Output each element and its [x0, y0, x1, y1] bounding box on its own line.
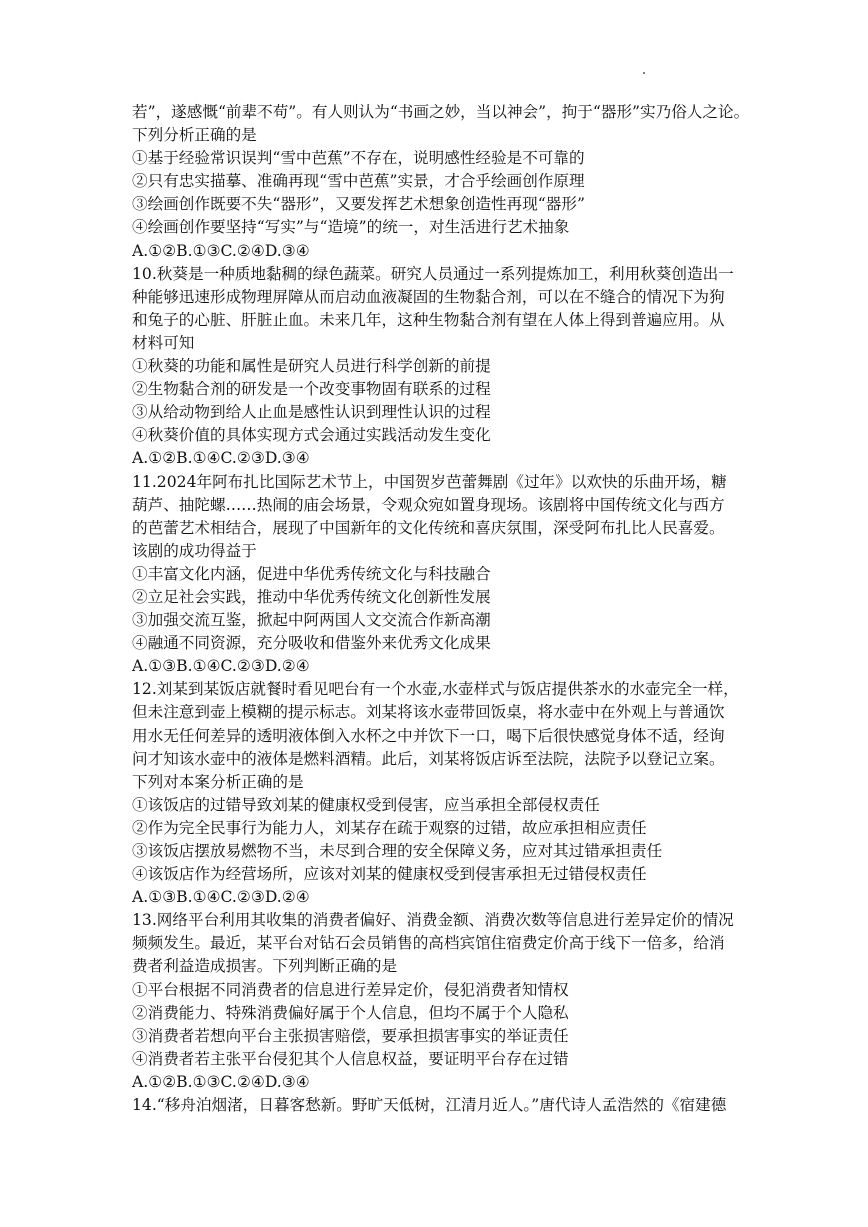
option-line: ②立足社会实践，推动中华优秀传统文化创新性发展	[132, 587, 491, 606]
question-text-line: 11.2024年阿布扎比国际艺术节上，中国贺岁芭蕾舞剧《过年》以欢快的乐曲开场，糖	[132, 472, 727, 491]
option-line: ②作为完全民事行为能力人，刘某存在疏于观察的过错，故应承担相应责任	[132, 818, 647, 837]
option-line: ②生物黏合剂的研发是一个改变事物固有联系的过程	[132, 380, 491, 399]
option-line: ④该饭店作为经营场所，应该对刘某的健康权受到侵害承担无过错侵权责任	[132, 865, 647, 884]
question-text-line: 下列对本案分析正确的是	[132, 772, 304, 791]
answer-choices: A.①②B.①④C.②③D.③④	[132, 449, 310, 468]
answer-choices: A.①②B.①③C.②④D.③④	[132, 1072, 310, 1091]
question-text-line: 频频发生。最近，某平台对钻石会员销售的高档宾馆住宿费定价高于线下一倍多，给消	[132, 934, 725, 953]
option-line: ①基于经验常识误判“雪中芭蕉”不存在，说明感性经验是不可靠的	[132, 149, 585, 168]
question-11	[132, 471, 754, 679]
answer-choices: A.①③B.①④C.②③D.②④	[132, 888, 310, 907]
question-text-line: 材料可知	[132, 333, 195, 352]
option-line: ③绘画创作既要不失“器形”，又要发挥艺术想象创造性再现“器形”	[132, 195, 585, 214]
question-10	[132, 263, 754, 471]
option-line: ③加强交流互鉴，掀起中阿两国人文交流合作新高潮	[132, 611, 491, 630]
question-text-line: 12.刘某到某饭店就餐时看见吧台有一个水壶,水壶样式与饭店提供茶水的水壶完全一样，	[132, 680, 739, 699]
question-12	[132, 678, 754, 909]
option-line: ①该饭店的过错导致刘某的健康权受到侵害，应当承担全部侵权责任	[132, 795, 600, 814]
question-text-line: 14.“移舟泊烟渚，日暮客愁新。野旷天低树，江清月近人。”唐代诗人孟浩然的《宿建德	[132, 1096, 727, 1115]
question-text-line: 该剧的成功得益于	[132, 541, 257, 560]
option-line: ④消费者若主张平台侵犯其个人信息权益，要证明平台存在过错	[132, 1049, 569, 1068]
question-text-line: 用水无任何差异的透明液体倒入水杯之中并饮下一口，喝下后很快感觉身体不适，经询	[132, 726, 725, 745]
option-line: ④秋葵价值的具体实现方式会通过实践活动发生变化	[132, 426, 491, 445]
question-text-line: 种能够迅速形成物理屏障从而启动血液凝固的生物黏合剂，可以在不缝合的情况下为狗	[132, 287, 725, 306]
option-line: ②消费能力、特殊消费偏好属于个人信息，但均不属于个人隐私	[132, 1003, 569, 1022]
question-text-line: 的芭蕾艺术相结合，展现了中国新年的文化传统和喜庆氛围，深受阿布扎比人民喜爱。	[132, 518, 725, 537]
question-text-line: 但未注意到壶上模糊的提示标志。刘某将该水壶带回饭桌，将水壶中在外观上与普通饮	[132, 703, 725, 722]
question-9-continuation	[132, 101, 754, 263]
answer-choices: A.①②B.①③C.②④D.③④	[132, 241, 310, 260]
question-text-line: 10.秋葵是一种质地黏稠的绿色蔬菜。研究人员通过一系列提炼加工，利用秋葵创造出一	[132, 264, 734, 283]
option-line: ①秋葵的功能和属性是研究人员进行科学创新的前提	[132, 357, 491, 376]
question-13	[132, 909, 754, 1094]
question-text-line: 费者利益造成损害。下列判断正确的是	[132, 957, 398, 976]
option-line: ④绘画创作要坚持“写实”与“造境”的统一，对生活进行艺术抽象	[132, 218, 570, 237]
question-text-line: 问才知该水壶中的液体是燃料酒精。此后，刘某将饭店诉至法院，法院予以登记立案。	[132, 749, 725, 768]
option-line: ③该饭店摆放易燃物不当，未尽到合理的安全保障义务，应对其过错承担责任	[132, 842, 663, 860]
option-line: ②只有忠实描摹、准确再现“雪中芭蕉”实景，才合乎绘画创作原理	[132, 172, 585, 191]
option-line: ④融通不同资源，充分吸收和借鉴外来优秀文化成果	[132, 634, 491, 653]
question-text-line: 若”，遂感慨“前辈不苟”。有人则认为“书画之妙，当以神会”，拘于“器形”实乃俗人之论。	[132, 103, 750, 121]
question-text-line: 13.网络平台利用其收集的消费者偏好、消费金额、消费次数等信息进行差异定价的情况	[132, 911, 734, 930]
option-line: ③从给动物到给人止血是感性认识到理性认识的过程	[132, 403, 491, 422]
page-content	[132, 101, 754, 1117]
option-line: ①平台根据不同消费者的信息进行差异定价，侵犯消费者知情权	[132, 980, 569, 999]
question-text-line: 和兔子的心脏、肝脏止血。未来几年，这种生物黏合剂有望在人体上得到普遍应用。从	[132, 310, 725, 329]
option-line: ①丰富文化内涵，促进中华优秀传统文化与科技融合	[132, 564, 491, 583]
question-14	[132, 1094, 754, 1117]
option-line: ③消费者若想向平台主张损害赔偿，要承担损害事实的举证责任	[132, 1026, 569, 1045]
answer-choices: A.①③B.①④C.②③D.②④	[132, 657, 310, 676]
question-text-line: 下列分析正确的是	[132, 126, 257, 145]
page-mark	[643, 72, 645, 74]
question-text-line: 葫芦、抽陀螺……热闹的庙会场景，令观众宛如置身现场。该剧将中国传统文化与西方	[132, 495, 725, 514]
